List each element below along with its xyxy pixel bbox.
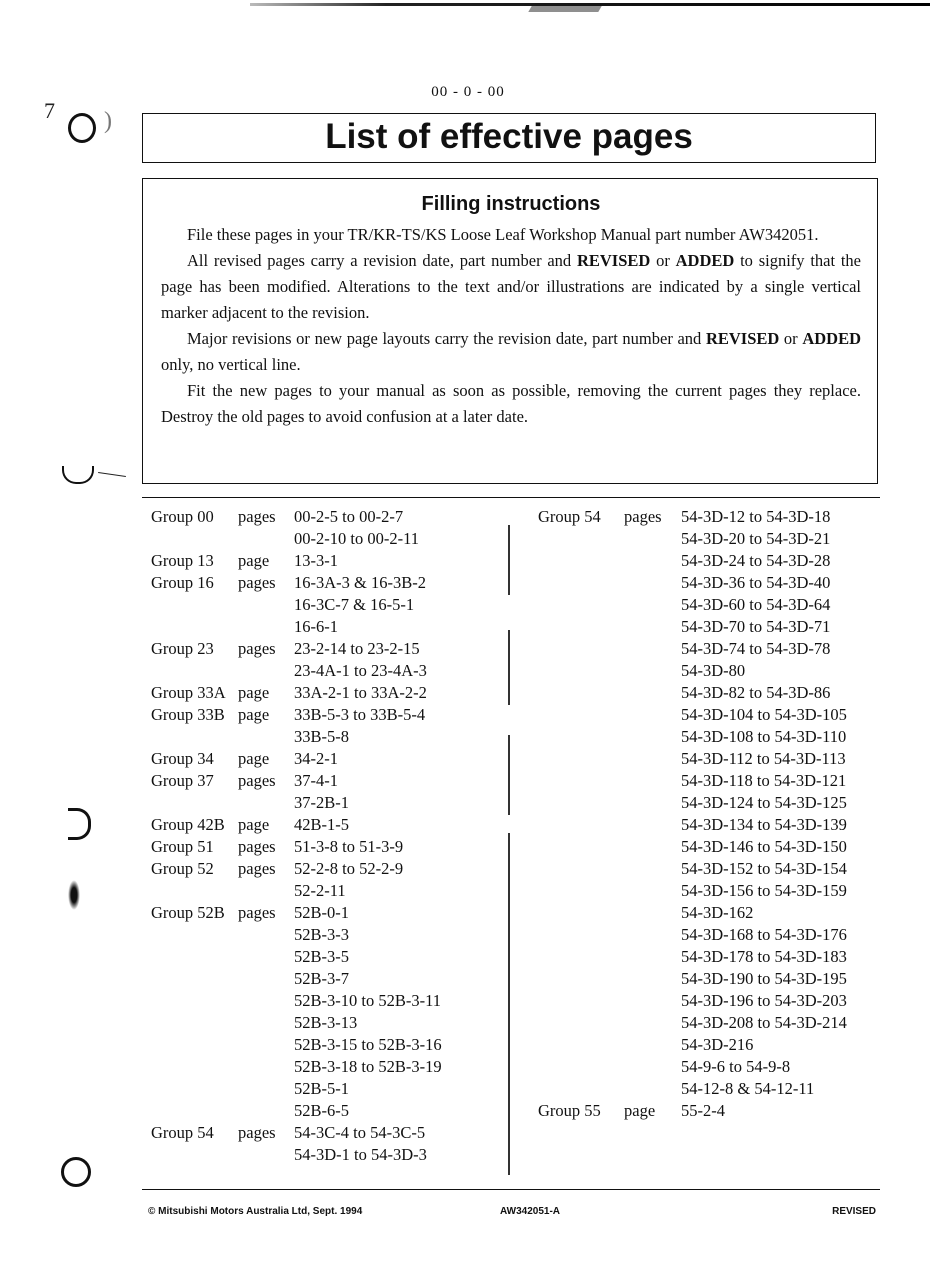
list-item: 54-3D-162 (681, 903, 754, 922)
list-item: Group 42B page 42B-1-5 (151, 815, 349, 834)
instruction-paragraph: Fit the new pages to your manual as soon as possible, removing the current pages they replace. Destroy the old pages to avoid confusion at a later date. (161, 381, 861, 426)
list-item: 23-4A-1 to 23-4A-3 (294, 661, 427, 680)
list-item: Group 00 pages 00-2-5 to 00-2-7 (151, 507, 404, 526)
list-item: Group 54 pages 54-3C-4 to 54-3C-5 (151, 1123, 426, 1142)
list-item: 54-3D-156 to 54-3D-159 (681, 881, 847, 900)
filling-instructions-box (142, 178, 878, 484)
list-item: Group 52 pages 52-2-8 to 52-2-9 (151, 859, 404, 878)
revision-marker (508, 735, 510, 815)
list-item: 54-3D-70 to 54-3D-71 (681, 617, 831, 636)
ink-blot (68, 880, 80, 910)
list-item: 37-2B-1 (294, 793, 349, 812)
list-item: 54-3D-108 to 54-3D-110 (681, 727, 847, 746)
instruction-paragraph: Major revisions or new page layouts carry the revision date, part number and REVISED or ADDED only, no vertical line. (161, 329, 861, 374)
list-item: Group 33A page 33A-2-1 to 33A-2-2 (151, 683, 427, 702)
list-item: 54-3D-196 to 54-3D-203 (681, 991, 847, 1010)
list-item: 54-3D-74 to 54-3D-78 (681, 639, 831, 658)
list-item: Group 23 pages 23-2-14 to 23-2-15 (151, 639, 420, 658)
list-item: 54-3D-80 (681, 661, 746, 680)
list-item: Group 33B page 33B-5-3 to 33B-5-4 (151, 705, 426, 724)
revision-marker (508, 525, 510, 595)
list-item: 54-3D-134 to 54-3D-139 (681, 815, 847, 834)
revision-marker (508, 630, 510, 705)
list-item: Group 37 pages 37-4-1 (151, 771, 338, 790)
list-top-rule (142, 497, 880, 498)
list-item: 52B-6-5 (294, 1101, 349, 1120)
punch-hole-icon (62, 466, 94, 484)
handwritten-mark: 7 (44, 98, 55, 123)
list-item: 52B-3-3 (294, 925, 349, 944)
scan-mark (98, 472, 126, 477)
page-title: List of effective pages (325, 117, 693, 156)
list-item: Group 13 page 13-3-1 (151, 551, 338, 570)
list-item: 54-3D-104 to 54-3D-105 (681, 705, 847, 724)
instruction-paragraph: File these pages in your TR/KR-TS/KS Loose Leaf Workshop Manual part number AW342051. (187, 225, 819, 244)
list-item: 52B-3-7 (294, 969, 349, 988)
list-item: Group 34 page 34-2-1 (151, 749, 338, 768)
list-item: Group 16 pages 16-3A-3 & 16-3B-2 (151, 573, 426, 592)
footer-part-number: AW342051-A (500, 1206, 561, 1217)
list-item: Group 52B pages 52B-0-1 (151, 903, 349, 922)
revised-keyword: REVISED (705, 329, 780, 348)
list-item: 54-3D-82 to 54-3D-86 (681, 683, 831, 702)
list-item: 54-3D-112 to 54-3D-113 (681, 749, 846, 768)
list-item: 33B-5-8 (294, 727, 349, 746)
added-keyword: ADDED (802, 329, 861, 348)
punch-hole-icon (68, 808, 91, 840)
scan-smudge-artifact (528, 6, 601, 12)
list-item: 54-3D-124 to 54-3D-125 (681, 793, 847, 812)
list-item: 54-3D-24 to 54-3D-28 (681, 551, 831, 570)
list-item: Group 55 page 55-2-4 (538, 1101, 725, 1120)
list-item: 54-9-6 to 54-9-8 (681, 1057, 791, 1076)
list-item: 52B-3-5 (294, 947, 349, 966)
list-item: 52B-3-15 to 52B-3-16 (294, 1035, 442, 1054)
list-item: 54-3D-178 to 54-3D-183 (681, 947, 847, 966)
list-item: 54-3D-118 to 54-3D-121 (681, 771, 847, 790)
list-item: 52B-5-1 (294, 1079, 349, 1098)
instruction-paragraph: All revised pages carry a revision date, part number and REVISED or ADDED to signify that the page has been modified. Alterations to the text and/or illustrations are indicated by a single vertical marker adjacent to the revision. (161, 251, 862, 322)
instructions-heading: Filling instructions (421, 193, 601, 215)
title-box (142, 113, 876, 163)
list-item: 52B-3-18 to 52B-3-19 (294, 1057, 442, 1076)
list-item: 52B-3-13 (294, 1013, 358, 1032)
list-item: 54-3D-60 to 54-3D-64 (681, 595, 831, 614)
punch-hole-icon (68, 113, 96, 143)
list-item: 54-3D-190 to 54-3D-195 (681, 969, 847, 988)
list-item: Group 51 pages 51-3-8 to 51-3-9 (151, 837, 404, 856)
list-item: 54-3D-36 to 54-3D-40 (681, 573, 831, 592)
added-keyword: ADDED (675, 251, 735, 270)
list-item: 52-2-11 (294, 881, 346, 900)
list-item: 54-3D-152 to 54-3D-154 (681, 859, 847, 878)
effective-pages-right-column (538, 506, 878, 1122)
punch-hole-icon (61, 1157, 91, 1187)
list-item: 00-2-10 to 00-2-11 (294, 529, 419, 548)
footer-status: REVISED (832, 1206, 876, 1217)
list-item: 16-6-1 (294, 617, 338, 636)
list-item: 54-3D-208 to 54-3D-214 (681, 1013, 847, 1032)
list-item: 54-3D-1 to 54-3D-3 (294, 1145, 427, 1164)
list-item: 16-3C-7 & 16-5-1 (294, 595, 415, 614)
revised-keyword: REVISED (576, 251, 651, 270)
list-item: 54-12-8 & 54-12-11 (681, 1079, 815, 1098)
list-item: 54-3D-146 to 54-3D-150 (681, 837, 847, 856)
page-number: 00 - 0 - 00 (431, 84, 505, 100)
revision-marker (508, 833, 510, 1175)
list-item: Group 54 pages 54-3D-12 to 54-3D-18 (538, 507, 831, 526)
effective-pages-left-column (151, 506, 496, 1166)
list-item: 52B-3-10 to 52B-3-11 (294, 991, 441, 1010)
list-item: 54-3D-168 to 54-3D-176 (681, 925, 847, 944)
list-item: 54-3D-216 (681, 1035, 754, 1054)
footer-copyright: © Mitsubishi Motors Australia Ltd, Sept. 1994 (148, 1206, 363, 1217)
handwritten-mark: ) (104, 108, 112, 134)
list-item: 54-3D-20 to 54-3D-21 (681, 529, 831, 548)
list-bottom-rule (142, 1189, 880, 1190)
